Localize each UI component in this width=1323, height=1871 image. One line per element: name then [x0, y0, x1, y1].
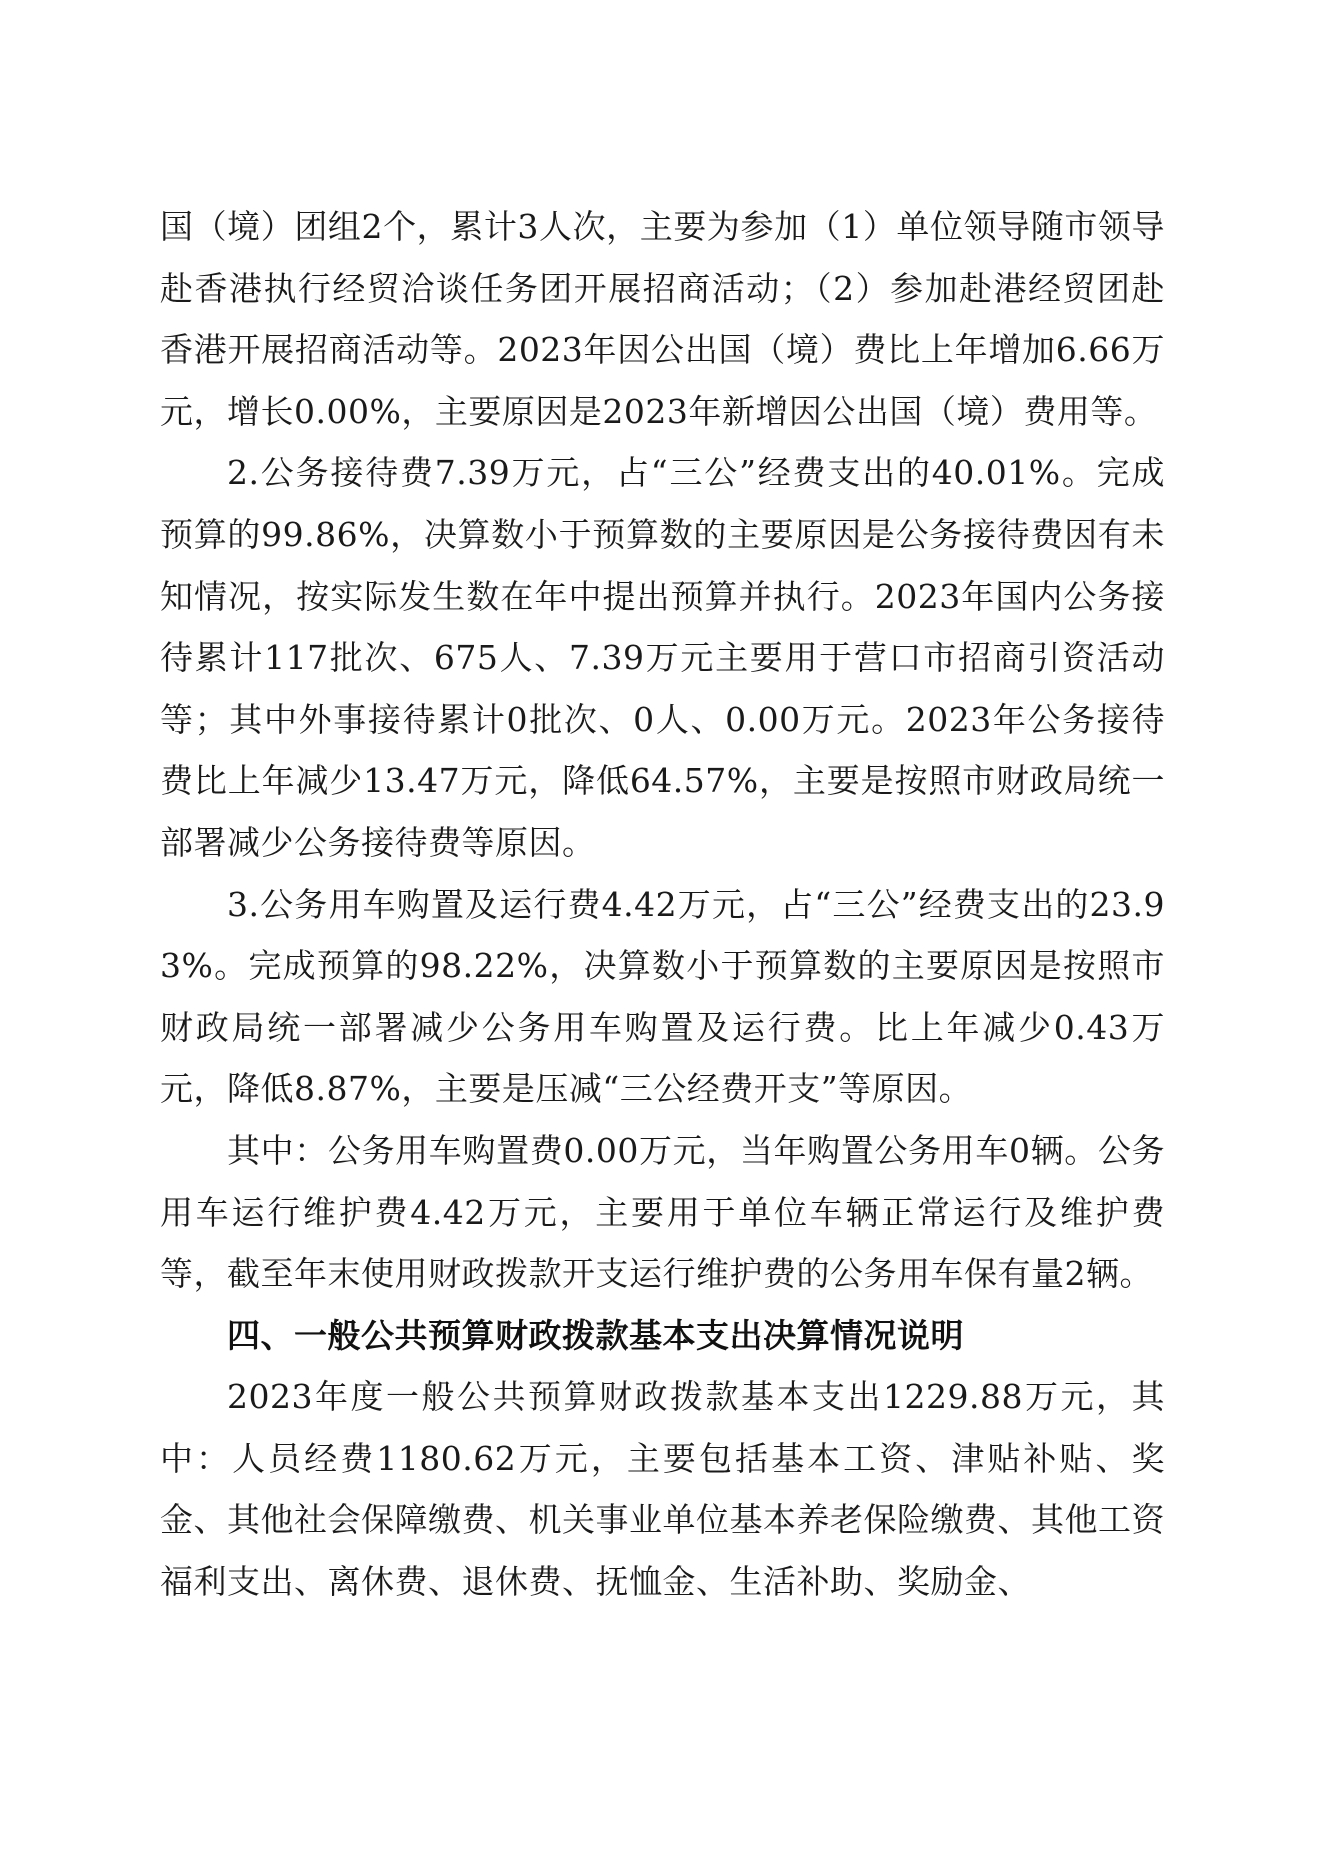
section-heading: 四、一般公共预算财政拨款基本支出决算情况说明: [227, 1315, 964, 1355]
paragraph-official-vehicles: 3.公务用车购置及运行费4.42万元，占“三公”经费支出的23.93%。完成预算的98.22%，决算数小于预算数的主要原因是按照市财政局统一部署减少公务用车购置及运行费。比上年减少0.43万元，降低8.87%，主要是压减“三公经费开支”等原因。: [160, 884, 1165, 1109]
paragraph-basic-expenditure: 2023年度一般公共预算财政拨款基本支出1229.88万元，其中：人员经费1180.62万元，主要包括基本工资、津贴补贴、奖金、其他社会保障缴费、机关事业单位基本养老保险缴费、其他工资福利支出、离休费、退休费、抚恤金、生活补助、奖励金、: [160, 1377, 1165, 1602]
paragraph-overseas-travel: 国（境）团组2个，累计3人次，主要为参加（1）单位领导随市领导赴香港执行经贸洽谈任务团开展招商活动；（2）参加赴港经贸团赴香港开展招商活动等。2023年因公出国（境）费比上年增加6.66万元，增长0.00%，主要原因是2023年新增因公出国（境）费用等。: [160, 207, 1165, 431]
paragraph-official-reception: 2.公务接待费7.39万元，占“三公”经费支出的40.01%。完成预算的99.86%，决算数小于预算数的主要原因是公务接待费因有未知情况，按实际发生数在年中提出预算并执行。2023年国内公务接待累计117批次、675人、7.39万元主要用于营口市招商引资活动等；其中外事接待累计0批次、0人、0.00万元。2023年公务接待费比上年减少13.47万元，降低64.57%，主要是按照市财政局统一部署减少公务接待费等原因。: [160, 453, 1165, 862]
document-body: [160, 196, 1165, 1613]
paragraph-vehicle-details: 其中：公务用车购置费0.00万元，当年购置公务用车0辆。公务用车运行维护费4.42万元，主要用于单位车辆正常运行及维护费等，截至年末使用财政拨款开支运行维护费的公务用车保有量2辆。: [160, 1130, 1165, 1294]
